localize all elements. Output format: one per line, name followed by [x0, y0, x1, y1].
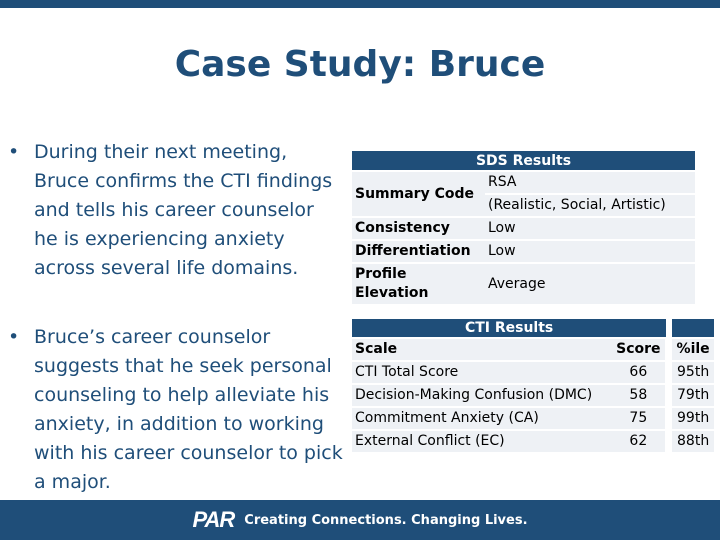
bullet-icon: •: [8, 141, 20, 163]
table-row-percentile: 99th: [672, 407, 714, 430]
sds-header: SDS Results: [352, 151, 695, 171]
consistency-label: Consistency: [352, 217, 485, 240]
summary-code-value: RSA: [485, 171, 695, 194]
bullet-text: Bruce’s career counselor suggests that he seek personal counseling to help alleviate his anxiety, in addition to working with his career counselor to pick a major.: [34, 326, 343, 493]
table-row-percentile: 88th: [672, 430, 714, 452]
footer-bar: [0, 500, 720, 540]
table-row-scale: Commitment Anxiety (CA): [352, 407, 611, 430]
bullet-text: During their next meeting, Bruce confirms the CTI findings and tells his career counselor he is experiencing anxiety across several life domains.: [34, 141, 333, 279]
summary-code-label: Summary Code: [352, 171, 485, 217]
table-row-score: 75: [611, 407, 665, 430]
differentiation-label: Differentiation: [352, 240, 485, 263]
col-percentile: %ile: [672, 338, 714, 361]
differentiation-value: Low: [485, 240, 695, 263]
summary-code-description: (Realistic, Social, Artistic): [485, 194, 695, 217]
table-row-score: 58: [611, 384, 665, 407]
cti-header: CTI Results: [352, 319, 666, 338]
table-row-percentile: 95th: [672, 361, 714, 384]
col-scale: Scale: [352, 338, 611, 361]
cti-header-pct: [672, 319, 714, 338]
par-logo: PAR: [192, 507, 235, 532]
table-row-scale: CTI Total Score: [352, 361, 611, 384]
consistency-value: Low: [485, 217, 695, 240]
bullet-icon: •: [8, 326, 20, 348]
footer-tagline: Creating Connections. Changing Lives.: [244, 512, 528, 528]
profile-elevation-value: Average: [485, 263, 695, 304]
col-score: Score: [611, 338, 665, 361]
bullet-item: [8, 138, 343, 283]
table-row-scale: External Conflict (EC): [352, 430, 611, 452]
table-row-score: 66: [611, 361, 665, 384]
sds-results-table: [352, 151, 695, 304]
bullet-item: [8, 323, 343, 497]
table-row-percentile: 79th: [672, 384, 714, 407]
table-row-scale: Decision-Making Confusion (DMC): [352, 384, 611, 407]
profile-elevation-label: Profile Elevation: [352, 263, 485, 304]
top-accent-bar: [0, 0, 720, 8]
cti-results-table: [352, 319, 714, 452]
table-row-score: 62: [611, 430, 665, 452]
bullet-list: [8, 138, 343, 497]
page-title: Case Study: Bruce: [174, 44, 546, 85]
